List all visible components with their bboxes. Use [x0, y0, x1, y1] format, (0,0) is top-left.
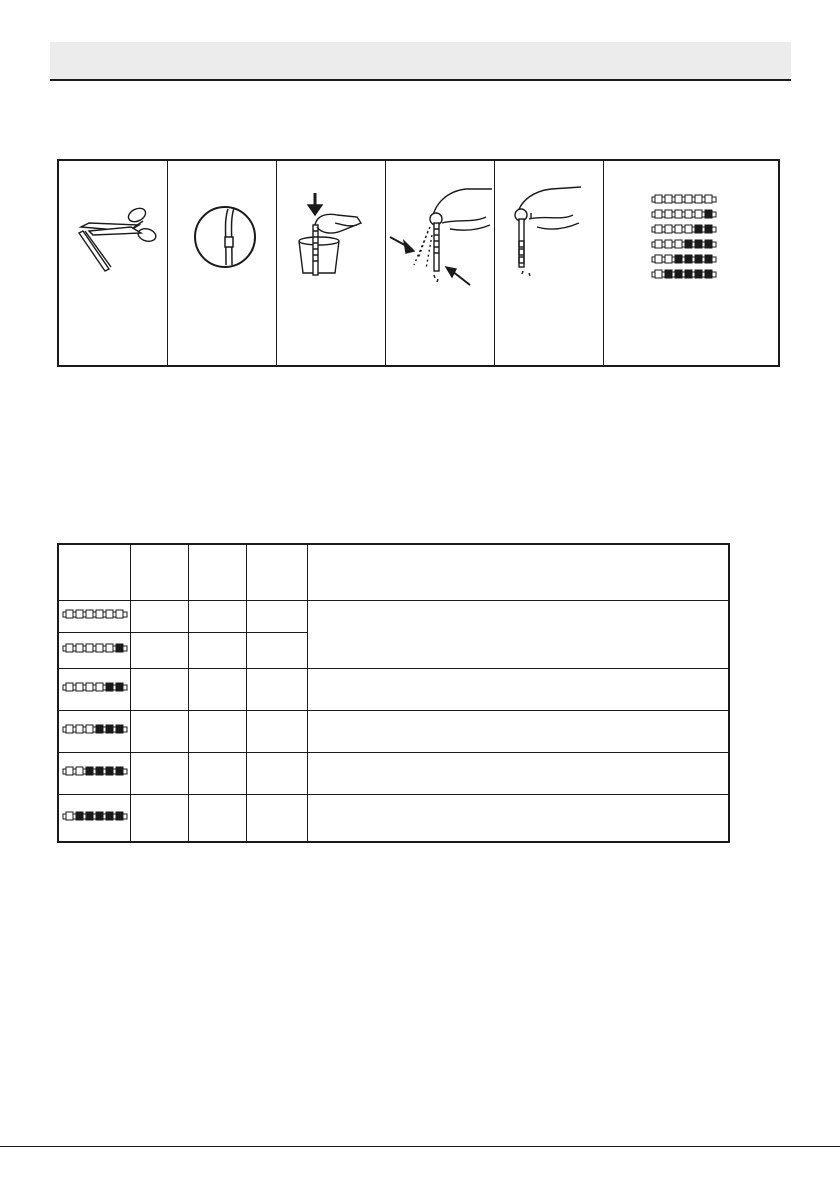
strip-pad-dark: [695, 240, 702, 248]
strip-pad-dark: [705, 210, 712, 218]
table-cell: [131, 710, 189, 752]
table-cell: [131, 668, 189, 710]
strip-pad-dark: [705, 225, 712, 233]
page-header-bar: [50, 42, 791, 81]
strip-pad-light: [66, 812, 73, 820]
step-read-result: [495, 161, 604, 365]
strip-pad-light: [685, 195, 692, 203]
table-row: [58, 794, 729, 842]
table-cell: [189, 632, 247, 668]
strip-pad-dark: [106, 725, 113, 733]
strip-pad-dark: [96, 725, 103, 733]
table-cell: [247, 600, 308, 632]
shake-strip-icon: [386, 161, 494, 365]
strip-color-scale-icon: [604, 161, 778, 365]
table-cell: [247, 752, 308, 794]
header-cell: [308, 544, 730, 600]
strip-pad-light: [665, 225, 672, 233]
strip-pad-light: [655, 195, 662, 203]
strip-pad-dark: [685, 255, 692, 263]
strip-pad-light: [675, 240, 682, 248]
step-cut-strip: [59, 161, 168, 365]
strip-pad-dark: [695, 225, 702, 233]
strip-cell: [58, 668, 131, 710]
scissors-cutting-strip-icon: [59, 161, 167, 365]
strip-pad-light: [685, 225, 692, 233]
strip-cell: [58, 632, 131, 668]
table-cell: [131, 752, 189, 794]
strip-pad-dark: [76, 812, 83, 820]
strip-pad-light: [76, 767, 83, 775]
strip-pad-light: [665, 240, 672, 248]
tap-water-closeup-icon: [168, 161, 276, 365]
step-shake-strip: [386, 161, 495, 365]
strip-pad-light: [66, 683, 73, 691]
strip-pad-dark: [695, 255, 702, 263]
table-cell: [308, 600, 730, 668]
strip-pad-light: [116, 610, 123, 618]
strip-cell: [58, 752, 131, 794]
strip-pad-light: [66, 725, 73, 733]
strip-pad-light: [76, 610, 83, 618]
strip-cell: [58, 794, 131, 842]
test-strip-level-1: [62, 642, 128, 654]
header-cell: [58, 544, 131, 600]
strip-pad-dark: [685, 270, 692, 278]
test-strip-level-0: [62, 608, 128, 620]
dip-strip-in-glass-icon: [277, 161, 385, 365]
strip-pad-light: [96, 610, 103, 618]
strip-pad-light: [66, 767, 73, 775]
strip-pad-dark: [96, 767, 103, 775]
table-header-row: [58, 544, 729, 600]
strip-pad-light: [86, 610, 93, 618]
strip-pad-light: [695, 195, 702, 203]
strip-pad-light: [66, 610, 73, 618]
table-row: [58, 710, 729, 752]
strip-pad-dark: [705, 270, 712, 278]
table-row: [58, 600, 729, 632]
strip-pad-light: [655, 270, 662, 278]
strip-cell: [58, 710, 131, 752]
strip-pad-light: [106, 644, 113, 652]
strip-pad-light: [655, 240, 662, 248]
strip-pad-light: [665, 195, 672, 203]
table-cell: [131, 600, 189, 632]
strip-pad-dark: [106, 767, 113, 775]
table-cell: [189, 752, 247, 794]
strip-pad-light: [96, 644, 103, 652]
strip-pad-light: [86, 644, 93, 652]
strip-pad-light: [675, 195, 682, 203]
strip-pad-light: [76, 644, 83, 652]
strip-pad-light: [66, 644, 73, 652]
strip-pad-light: [685, 210, 692, 218]
strip-pad-dark: [695, 270, 702, 278]
table-cell: [131, 632, 189, 668]
strip-pad-light: [695, 210, 702, 218]
strip-pad-light: [655, 255, 662, 263]
read-strip-icon: [495, 161, 603, 365]
header-cell: [247, 544, 308, 600]
strip-pad-dark: [106, 683, 113, 691]
header-cell: [131, 544, 189, 600]
strip-pad-dark: [116, 683, 123, 691]
step-run-water: [168, 161, 277, 365]
strip-pad-light: [675, 210, 682, 218]
strip-pad-light: [665, 210, 672, 218]
strip-pad-light: [655, 225, 662, 233]
strip-pad-dark: [116, 767, 123, 775]
strip-pad-dark: [685, 240, 692, 248]
strip-pad-light: [675, 225, 682, 233]
strip-pad-dark: [86, 767, 93, 775]
test-strip-level-5: [62, 810, 128, 822]
strip-pad-dark: [116, 812, 123, 820]
table-cell: [247, 632, 308, 668]
table-cell: [247, 710, 308, 752]
strip-pad-light: [655, 210, 662, 218]
table-cell: [247, 794, 308, 842]
test-strip-level-2: [62, 681, 128, 693]
table-cell: [189, 600, 247, 632]
strip-pad-light: [665, 255, 672, 263]
strip-pad-dark: [116, 725, 123, 733]
strip-pad-dark: [675, 270, 682, 278]
table-cell: [308, 794, 730, 842]
table-cell: [308, 752, 730, 794]
strip-pad-light: [96, 683, 103, 691]
footer-rule: [0, 1146, 840, 1147]
water-hardness-table: [57, 543, 730, 843]
strip-pad-dark: [106, 812, 113, 820]
step-color-scale: [604, 161, 778, 365]
table-cell: [308, 668, 730, 710]
strip-pad-light: [86, 683, 93, 691]
strip-pad-dark: [96, 812, 103, 820]
strip-pad-light: [106, 610, 113, 618]
table-cell: [189, 668, 247, 710]
strip-pad-light: [76, 683, 83, 691]
table-cell: [189, 710, 247, 752]
strip-pad-light: [76, 725, 83, 733]
strip-pad-dark: [675, 255, 682, 263]
table-row: [58, 752, 729, 794]
table-row: [58, 668, 729, 710]
strip-pad-dark: [116, 644, 123, 652]
strip-pad-dark: [705, 240, 712, 248]
test-strip-level-3: [62, 723, 128, 735]
table-cell: [189, 794, 247, 842]
table-cell: [308, 710, 730, 752]
test-steps-panel: [57, 159, 780, 367]
strip-pad-light: [86, 725, 93, 733]
test-strip-level-4: [62, 765, 128, 777]
header-cell: [189, 544, 247, 600]
strip-cell: [58, 600, 131, 632]
strip-pad-dark: [665, 270, 672, 278]
strip-pad-light: [705, 195, 712, 203]
step-dip-strip: [277, 161, 386, 365]
strip-pad-dark: [705, 255, 712, 263]
table-cell: [247, 668, 308, 710]
table-cell: [131, 794, 189, 842]
strip-pad-dark: [86, 812, 93, 820]
